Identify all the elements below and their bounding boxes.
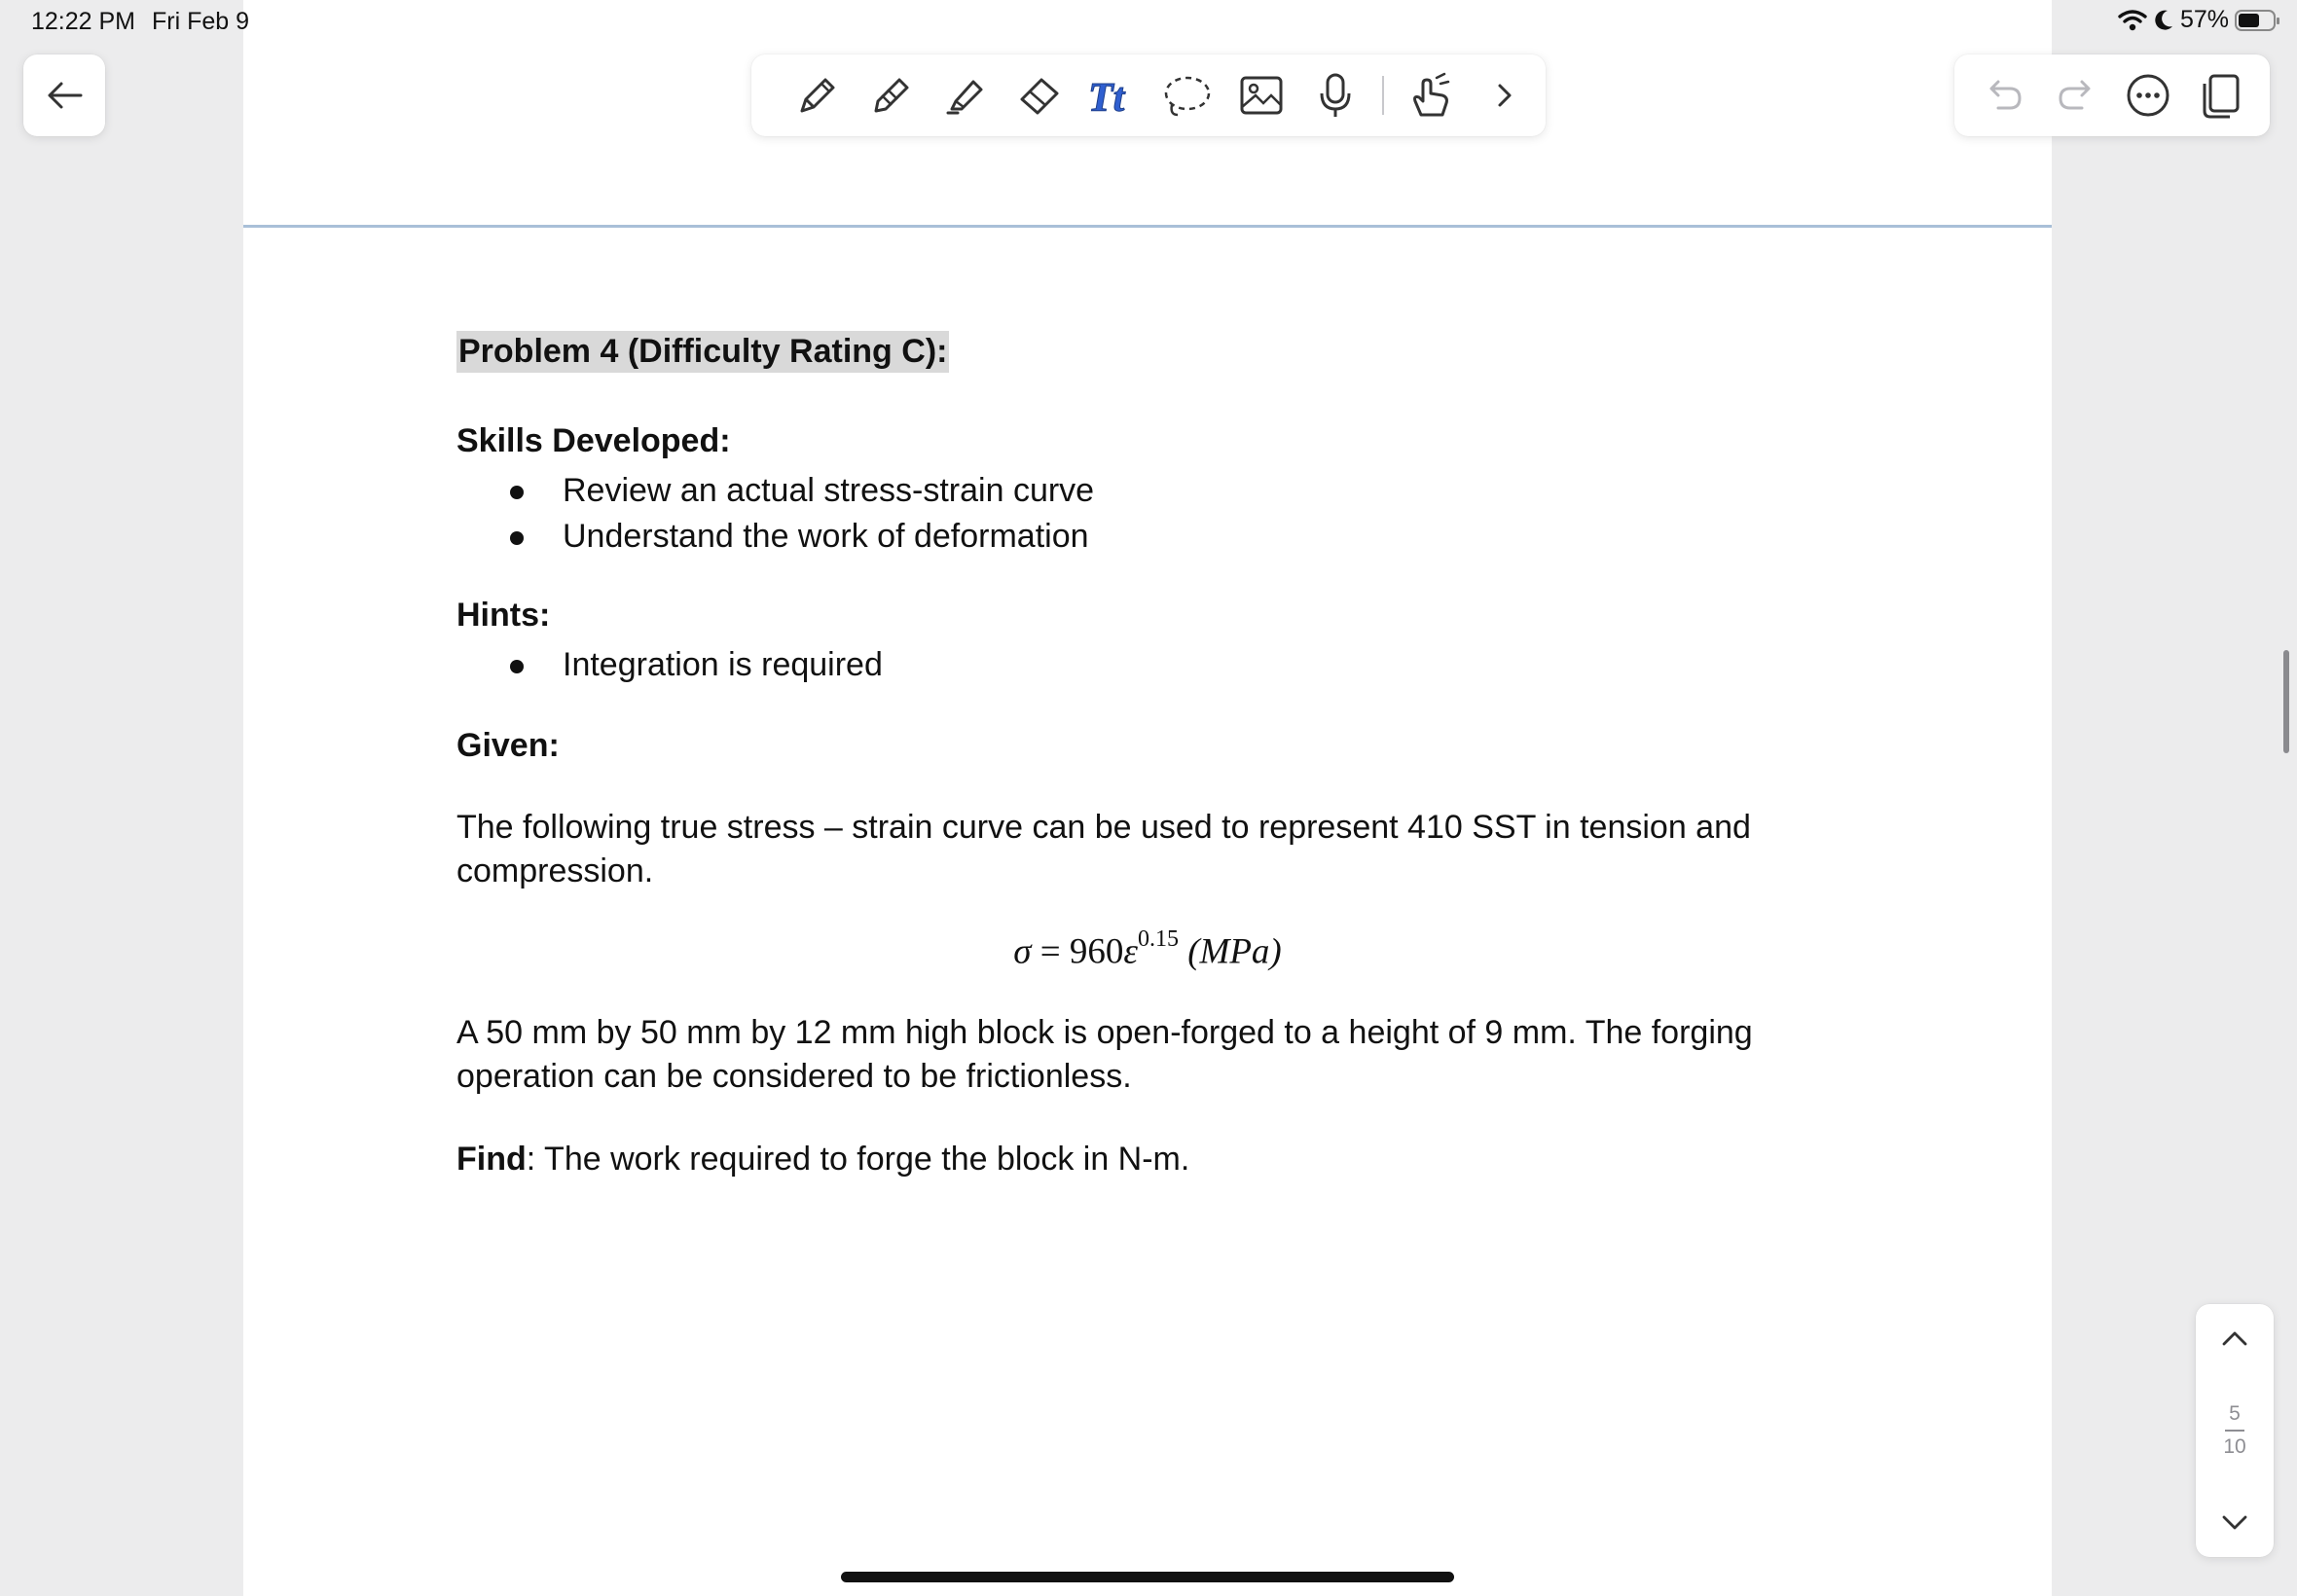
status-bar [0, 0, 2297, 49]
hint-text: Integration is required [563, 646, 883, 683]
pencil-icon [868, 72, 915, 119]
redo-button[interactable] [2045, 64, 2107, 127]
toolbar-separator [1382, 76, 1384, 115]
hand-pointer-icon [1407, 72, 1454, 119]
equation-variable: ε [1123, 931, 1138, 972]
bullet-dot [510, 486, 524, 499]
drawing-toolbar [751, 54, 1546, 136]
find-statement [456, 1138, 1839, 1181]
svg-text:Tt: Tt [1088, 76, 1125, 119]
block-description: A 50 mm by 50 mm by 12 mm high block is open-forged to a height of 9 mm. The forging operation can be considered to be frictionless. [456, 1014, 1753, 1096]
undo-icon [1985, 79, 2024, 112]
problem-title-row [456, 331, 1839, 380]
current-page-number: 5 [2229, 1402, 2241, 1425]
scrollbar[interactable] [2283, 650, 2289, 753]
skills-heading: Skills Developed: [456, 422, 731, 459]
copy-pages-icon [2199, 72, 2242, 119]
wifi-icon [2118, 9, 2147, 32]
equation-coefficient: 960 [1069, 931, 1124, 972]
list-item [456, 468, 1839, 514]
text-icon [1086, 72, 1141, 119]
back-button[interactable] [23, 54, 105, 136]
actions-bar [1954, 54, 2270, 136]
skills-list [456, 468, 1839, 560]
stress-strain-equation [456, 926, 1839, 972]
find-label: Find [456, 1141, 527, 1179]
bullet-dot [510, 660, 524, 673]
battery-percent: 57% [2179, 6, 2229, 33]
status-date: Fri Feb 9 [152, 8, 250, 35]
eraser-icon [1016, 72, 1063, 119]
eraser-tool[interactable] [1003, 58, 1076, 132]
pen-icon [794, 72, 841, 119]
home-indicator[interactable] [841, 1572, 1454, 1582]
previous-page-button[interactable] [2221, 1329, 2248, 1347]
more-tools-button[interactable] [1468, 58, 1542, 132]
chevron-up-icon [2221, 1329, 2248, 1347]
page-counter [2223, 1402, 2245, 1459]
page-navigator [2196, 1304, 2274, 1557]
equation-exponent: 0.15 [1137, 926, 1179, 952]
find-text: : The work required to forge the block in N-m. [526, 1141, 1190, 1179]
image-icon [1238, 72, 1285, 119]
ellipsis-circle-icon [2125, 72, 2171, 119]
document-content [456, 331, 1839, 1181]
skill-text: Review an actual stress-strain curve [563, 472, 1095, 509]
status-time: 12:22 PM [31, 8, 136, 35]
equation-unit: (MPa) [1187, 931, 1282, 972]
given-text: The following true stress – strain curve can be used to represent 410 SST in tension and compression. [456, 809, 1751, 889]
hints-list [456, 642, 1839, 688]
highlighter-tool[interactable] [929, 58, 1003, 132]
page-header-divider [243, 225, 2052, 228]
skill-text: Understand the work of deformation [563, 518, 1089, 555]
list-item [456, 642, 1839, 688]
equation-equals: = [1039, 931, 1061, 972]
pen-tool[interactable] [781, 58, 855, 132]
microphone-tool[interactable] [1298, 58, 1372, 132]
arrow-left-icon [46, 81, 83, 110]
problem-title: Problem 4 (Difficulty Rating C): [456, 331, 949, 373]
chevron-down-icon [2221, 1514, 2248, 1532]
pencil-tool[interactable] [855, 58, 929, 132]
list-item [456, 514, 1839, 560]
status-indicators [2118, 6, 2276, 34]
redo-icon [2057, 79, 2096, 112]
lasso-icon [1162, 72, 1213, 119]
text-tool[interactable] [1076, 58, 1150, 132]
total-pages-number: 10 [2223, 1435, 2246, 1458]
page-counter-divider [2225, 1430, 2244, 1432]
microphone-icon [1316, 72, 1355, 119]
chevron-right-icon [1493, 80, 1516, 111]
more-options-button[interactable] [2117, 64, 2179, 127]
page-overview-button[interactable] [2189, 64, 2251, 127]
given-heading: Given: [456, 727, 560, 764]
lasso-tool[interactable] [1150, 58, 1224, 132]
next-page-button[interactable] [2221, 1514, 2248, 1532]
highlighter-icon [942, 72, 989, 119]
equation-lhs: σ [1013, 931, 1032, 972]
gesture-tool[interactable] [1394, 58, 1468, 132]
bullet-dot [510, 531, 524, 545]
moon-icon [2153, 9, 2174, 32]
undo-button[interactable] [1973, 64, 2035, 127]
hints-heading: Hints: [456, 597, 551, 634]
image-tool[interactable] [1224, 58, 1298, 132]
battery-icon [2235, 10, 2276, 31]
